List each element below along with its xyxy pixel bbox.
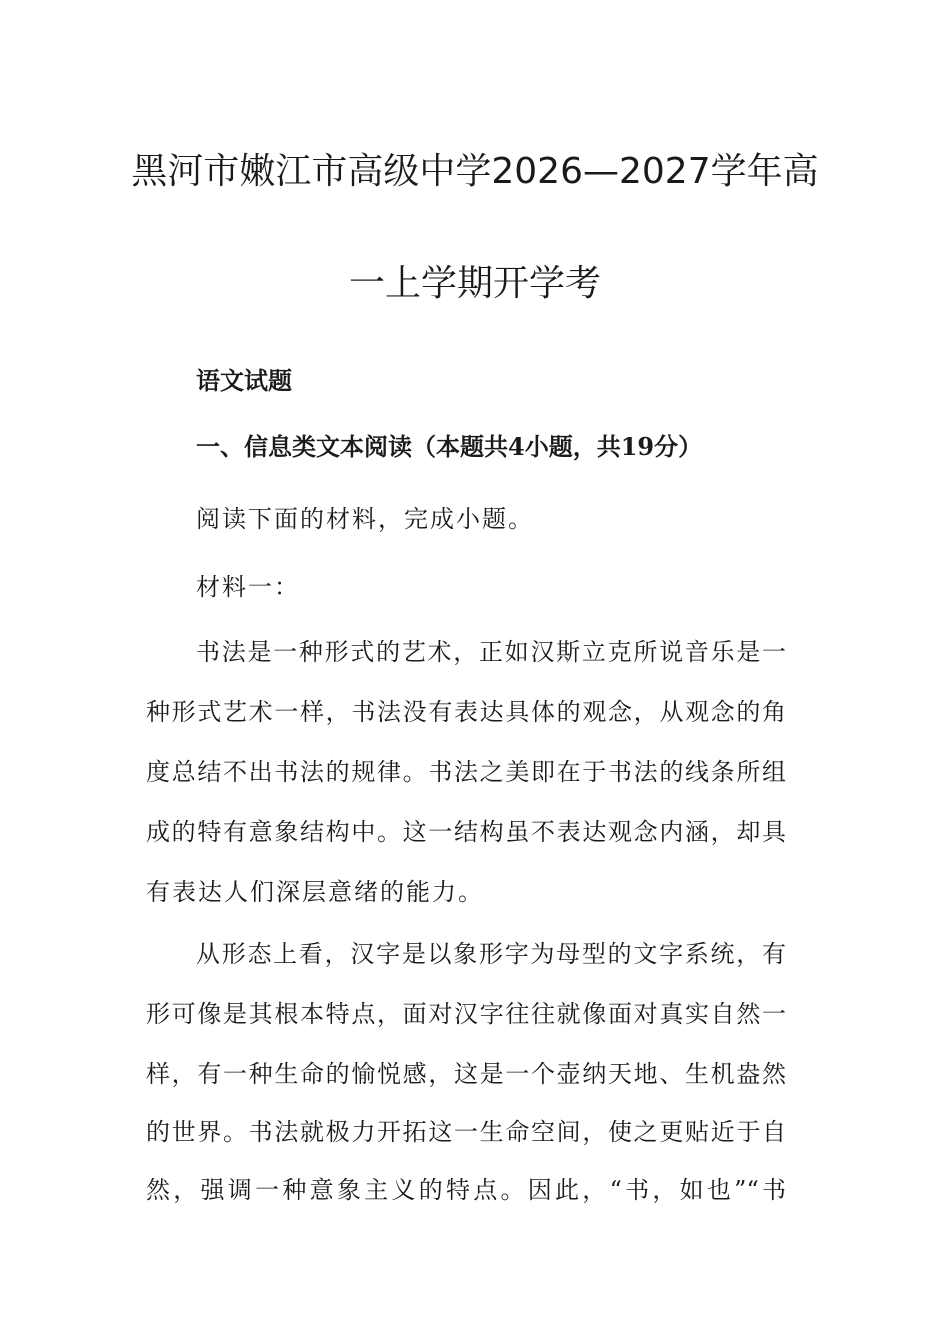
- paragraph-line: 有表达人们深层意绪的能力。: [146, 878, 484, 906]
- paragraph-line: 种形式艺术一样，书法没有表达具体的观念，从观念的角: [146, 698, 786, 726]
- instruction-text: 阅读下面的材料，完成小题。: [196, 505, 534, 533]
- paragraph-line: 度总结不出书法的规律。书法之美即在于书法的线条所组: [146, 758, 786, 786]
- paragraph-line: 书法是一种形式的艺术，正如汉斯立克所说音乐是一: [196, 638, 786, 666]
- paragraph-line: 从形态上看，汉字是以象形字为母型的文字系统，有: [196, 940, 786, 968]
- material-label: 材料一：: [196, 573, 300, 601]
- paragraph-line: 样，有一种生命的愉悦感，这是一个壶纳天地、生机盎然: [146, 1060, 786, 1088]
- paragraph-line: 的世界。书法就极力开拓这一生命空间，使之更贴近于自: [146, 1118, 786, 1146]
- document-title-line-2: 一上学期开学考: [348, 263, 601, 304]
- document-title-line-1: 黑河市嫩江市高级中学2026—2027学年高: [131, 151, 819, 192]
- subject-heading: 语文试题: [196, 366, 292, 395]
- section-heading: 一、信息类文本阅读（本题共4小题，共19分）: [196, 432, 703, 461]
- paragraph-line: 形可像是其根本特点，面对汉字往往就像面对真实自然一: [146, 1000, 786, 1028]
- paragraph-line: 成的特有意象结构中。这一结构虽不表达观念内涵，却具: [146, 818, 786, 846]
- paragraph-line: 然，强调一种意象主义的特点。因此，“书，如也”“书: [146, 1176, 786, 1204]
